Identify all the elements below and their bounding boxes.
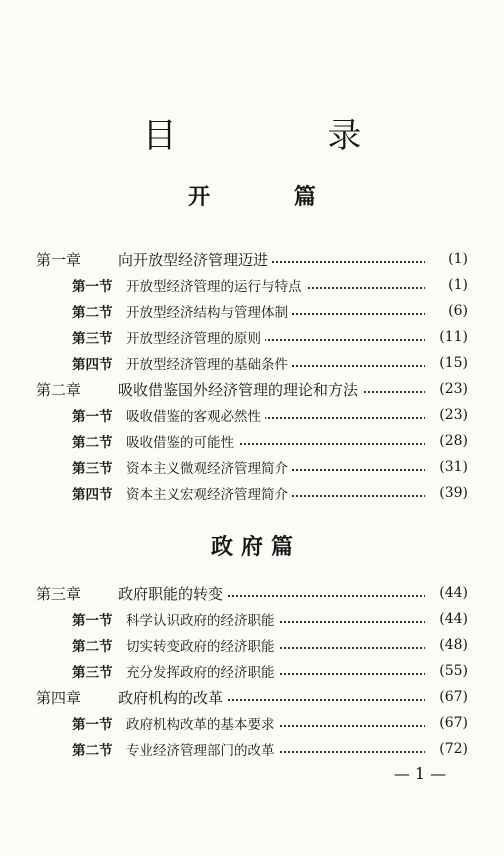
chapter-number: 第四章 [36, 688, 82, 707]
toc-section-entry [0, 454, 504, 480]
page-reference: (31) [425, 459, 468, 475]
entry-title-group [36, 249, 272, 270]
toc-section-entry [0, 298, 504, 324]
section-title: 切实转变政府的经济职能 [126, 639, 275, 655]
section-number: 第二节 [72, 743, 113, 759]
page-reference: (23) [425, 381, 468, 397]
toc-chapter-entry [0, 246, 504, 272]
section-number: 第一节 [72, 613, 113, 629]
entry-title-group [72, 275, 306, 295]
entry-title-group [72, 457, 292, 477]
section-number: 第一节 [72, 409, 113, 425]
chapter-number: 第三章 [36, 584, 82, 603]
toc-section-entry [0, 606, 504, 632]
page-reference: (72) [425, 741, 468, 757]
page-reference: (28) [425, 433, 468, 449]
entry-title-group [72, 713, 279, 733]
section-number: 第三节 [72, 461, 113, 477]
part-heading-opening: 开 篇 [188, 184, 354, 210]
section-title: 专业经济管理部门的改革 [126, 743, 275, 759]
toc-part-government [0, 580, 504, 762]
section-number: 第一节 [72, 717, 113, 733]
toc-section-entry [0, 350, 504, 376]
toc-section-entry [0, 402, 504, 428]
page-reference: (67) [425, 689, 468, 705]
entry-title-group [72, 609, 279, 629]
chapter-title: 政府机构的改革 [118, 688, 224, 707]
page-reference: (11) [425, 329, 468, 345]
toc-section-entry [0, 272, 504, 298]
page-reference: (55) [425, 663, 468, 679]
section-title: 吸收借鉴的客观必然性 [126, 409, 261, 425]
section-title: 资本主义宏观经济管理简介 [126, 487, 288, 503]
page-reference: (44) [425, 585, 468, 601]
section-title: 充分发挥政府的经济职能 [126, 665, 275, 681]
section-number: 第一节 [72, 279, 113, 295]
page-reference: (1) [425, 277, 468, 293]
section-title: 开放型经济管理的基础条件 [126, 357, 288, 373]
entry-title-group [72, 405, 265, 425]
toc-section-entry [0, 710, 504, 736]
toc-chapter-entry [0, 580, 504, 606]
toc-section-entry [0, 632, 504, 658]
chapter-title: 政府职能的转变 [118, 584, 224, 603]
chapter-title: 向开放型经济管理迈进 [118, 250, 269, 269]
chapter-number: 第二章 [36, 380, 82, 399]
toc-part-opening [0, 246, 504, 506]
section-number: 第三节 [72, 331, 113, 347]
section-title: 政府机构改革的基本要求 [126, 717, 275, 733]
entry-title-group [72, 301, 292, 321]
entry-title-group [72, 483, 292, 503]
entry-title-group [36, 379, 362, 400]
toc-section-entry [0, 658, 504, 684]
page-reference: (23) [425, 407, 468, 423]
section-number: 第四节 [72, 487, 113, 503]
entry-title-group [72, 661, 279, 681]
entry-title-group [72, 327, 265, 347]
section-title: 资本主义微观经济管理简介 [126, 461, 288, 477]
section-number: 第二节 [72, 435, 113, 451]
section-number: 第二节 [72, 639, 113, 655]
section-number: 第三节 [72, 665, 113, 681]
toc-chapter-entry [0, 376, 504, 402]
page-reference: (1) [425, 251, 468, 267]
page-reference: (39) [425, 485, 468, 501]
page-number-footer: — 1 — [393, 764, 447, 783]
section-number: 第二节 [72, 305, 113, 321]
part-heading-government: 政府篇 [210, 534, 301, 560]
section-title: 吸收借鉴的可能性 [126, 435, 234, 451]
section-title: 开放型经济管理的原则 [126, 331, 261, 347]
toc-section-entry [0, 480, 504, 506]
toc-section-entry [0, 428, 504, 454]
page-title: 目 录 [142, 116, 432, 156]
entry-title-group [36, 583, 227, 604]
entry-title-group [72, 353, 292, 373]
chapter-number: 第一章 [36, 250, 82, 269]
entry-title-group [72, 431, 238, 451]
section-title: 开放型经济结构与管理体制 [126, 305, 288, 321]
toc-section-entry [0, 324, 504, 350]
page-reference: (48) [425, 637, 468, 653]
page-reference: (44) [425, 611, 468, 627]
toc-section-entry [0, 736, 504, 762]
page-reference: (15) [425, 355, 468, 371]
page-reference: (67) [425, 715, 468, 731]
section-title: 科学认识政府的经济职能 [126, 613, 275, 629]
page-reference: (6) [425, 303, 468, 319]
entry-title-group [72, 635, 279, 655]
section-number: 第四节 [72, 357, 113, 373]
entry-title-group [72, 739, 279, 759]
entry-title-group [36, 687, 227, 708]
toc-chapter-entry [0, 684, 504, 710]
section-title: 开放型经济管理的运行与特点 [126, 279, 302, 295]
chapter-title: 吸收借鉴国外经济管理的理论和方法 [118, 380, 359, 399]
